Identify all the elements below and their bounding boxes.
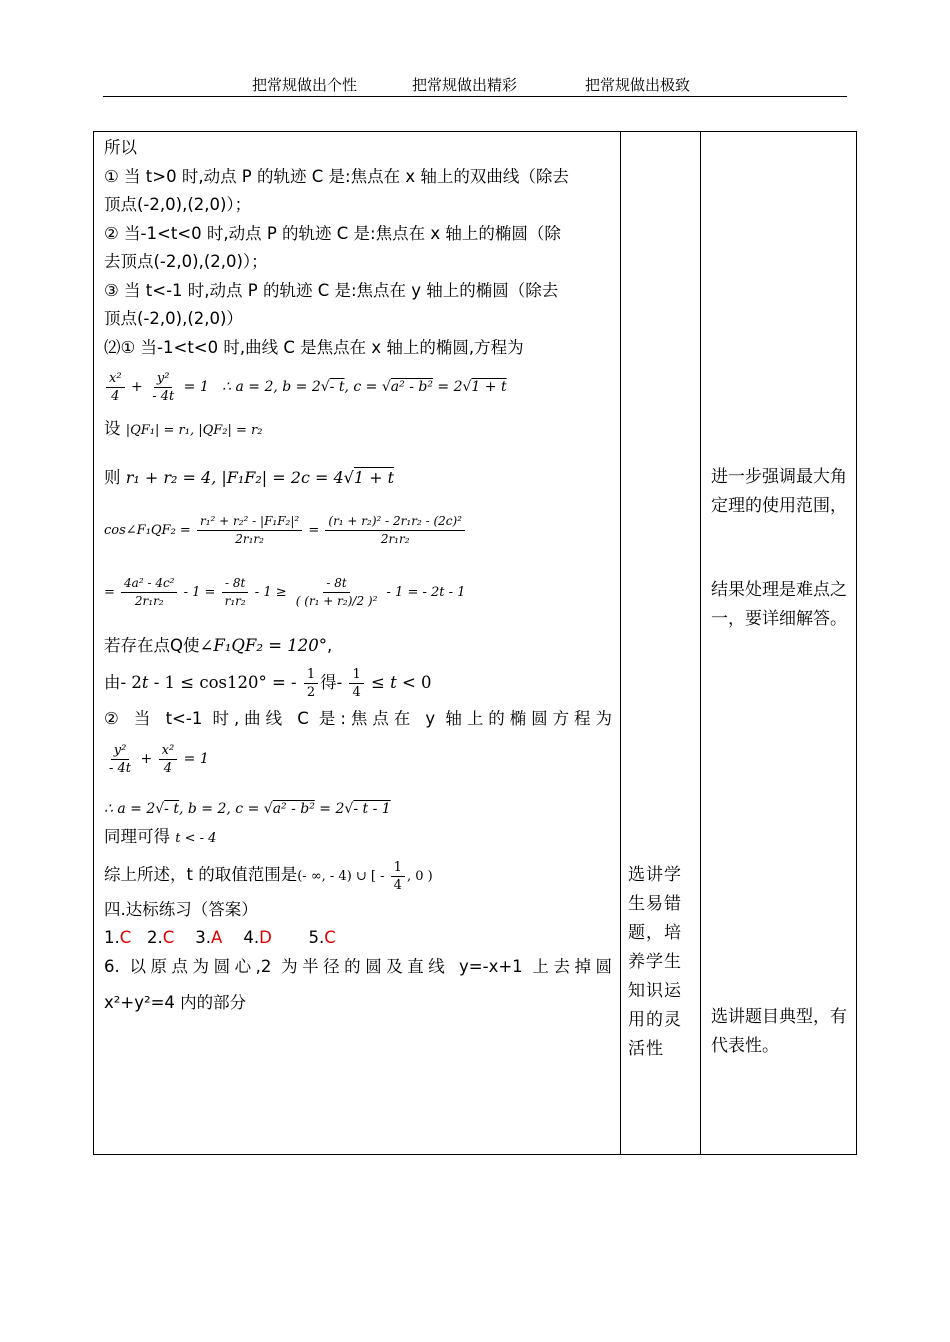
inequality-line: 由- 2t - 1 ≤ cos120° = - $\frac{1}{2}$ 得- $\frac{1}{4}$ ≤ t < 0	[104, 666, 432, 700]
case1-line-b: 顶点(-2,0),(2,0)）；	[104, 195, 252, 214]
header-slogan-3: 把常规做出极致	[585, 76, 691, 94]
header-rule	[103, 96, 847, 97]
right-note-1: 进一步强调最大角定理的使用范围，	[711, 467, 847, 516]
column-divider-1	[620, 131, 621, 1155]
tongli-line	[104, 823, 612, 854]
question-6-line-b: x²+y²=4 内的部分	[104, 993, 247, 1012]
equation-cos-1: cos∠F₁QF₂ = $\frac{\text{r₁² + r₂² - |F₁F₂|²}}{\text{2r₁r₂}}$ = $\frac{\text{(r₁ + r₂)² - 2r₁r₂ - (2c)²}}{\text{2r₁r₂}}$	[104, 502, 612, 560]
part2-intro: ⑵① 当-1<t<0 时,曲线 C 是焦点在 x 轴上的椭圆,方程为	[104, 337, 524, 357]
right-note-2: 结果处理是难点之一，要详细解答。	[711, 580, 847, 629]
text-suoyi: 所以	[104, 138, 137, 157]
case2-line-b: 去顶点(-2,0),(2,0)）；	[104, 252, 268, 271]
page-header	[0, 74, 950, 94]
right-note-3: 选讲题目典型，有代表性。	[711, 1007, 847, 1056]
answer-4-num: 4.	[243, 928, 260, 947]
case3-line-b: 顶点(-2,0),(2,0)）	[104, 309, 243, 328]
answer-1: C	[119, 928, 132, 947]
equation-ellipse-x: $\frac{\text{x²}}{4}$ + $\frac{\text{y²}}{- 4t}$ = 1 ∴ a = 2, b = 2√- t, c = √a² - b² = 2√1 + t	[104, 362, 612, 412]
answer-3-num: 3.	[195, 928, 212, 947]
text-tongli: 同理可得	[104, 827, 170, 846]
define-r-line: 设 |QF₁| = r₁, |QF₂| = r₂	[104, 419, 263, 438]
header-slogan-1: 把常规做出个性	[252, 76, 358, 94]
question-6-line-a: 6. 以原点为圆心,2 为半径的圆及直线 y=-x+1 上去掉圆	[104, 956, 612, 976]
text-zongshang: 综上所述，t 的取值范围是	[104, 864, 298, 884]
answer-2-num: 2.	[147, 928, 163, 947]
equation-cos-2: = $\frac{\text{4a² - 4c²}}{\text{2r₁r₂}}$ - 1 = $\frac{- 8t}{\text{r₁r₂}}$ - 1 ≥ $\frac{- 8t}{\text{( (r₁ + r₂)/2 )²}}$ - 1 = - 2t - 1	[104, 576, 466, 608]
answer-1-num: 1.	[104, 928, 120, 947]
equation-ellipse-y: $\frac{\text{y²}}{- 4t}$ + $\frac{\text{x²}}{4}$ = 1	[109, 742, 209, 776]
case3-line-a: ③ 当 t<-1 时,动点 P 的轨迹 C 是:焦点在 y 轴上的椭圆（除去	[104, 280, 559, 300]
answer-5: C	[324, 928, 336, 947]
text-ze: 则	[104, 468, 121, 487]
case2-line-a: ② 当-1<t<0 时,动点 P 的轨迹 C 是:焦点在 x 轴上的椭圆（除	[104, 223, 561, 243]
answer-5-num: 5.	[308, 928, 325, 947]
conclusion-line: 综上所述，t 的取值范围是(- ∞, - 4) ∪ [ - $\frac{1}{4}$ , 0 )	[104, 859, 433, 893]
answer-list	[104, 924, 612, 953]
existence-line: 若存在点Q使∠F₁QF₂ = 120°,	[104, 636, 333, 655]
sum-line: 则 r₁ + r₂ = 4, |F₁F₂| = 2c = 4√1 + t	[104, 468, 395, 487]
equation-abc-2: ∴ a = 2√- t, b = 2, c = √a² - b² = 2√- t - 1	[104, 801, 391, 817]
section-4-title: 四.达标练习（答案）	[104, 899, 258, 919]
header-slogan-2: 把常规做出精彩	[412, 76, 518, 94]
text-she: 设	[104, 419, 121, 438]
case1-line-a: ① 当 t>0 时,动点 P 的轨迹 C 是:焦点在 x 轴上的双曲线（除去	[104, 166, 569, 186]
column-divider-2	[700, 131, 701, 1155]
answer-3: A	[211, 928, 223, 947]
tongli-equation: t < - 4	[175, 831, 217, 846]
case-b-line: ② 当 t<-1 时,曲线 C 是:焦点在 y 轴上的椭圆方程为	[104, 708, 612, 728]
middle-note: 选讲学生易错题，培养学生知识运用的灵活性	[628, 865, 682, 1059]
answer-2: C	[162, 928, 175, 947]
solution-column	[104, 134, 612, 1025]
answer-4: D	[259, 928, 272, 947]
